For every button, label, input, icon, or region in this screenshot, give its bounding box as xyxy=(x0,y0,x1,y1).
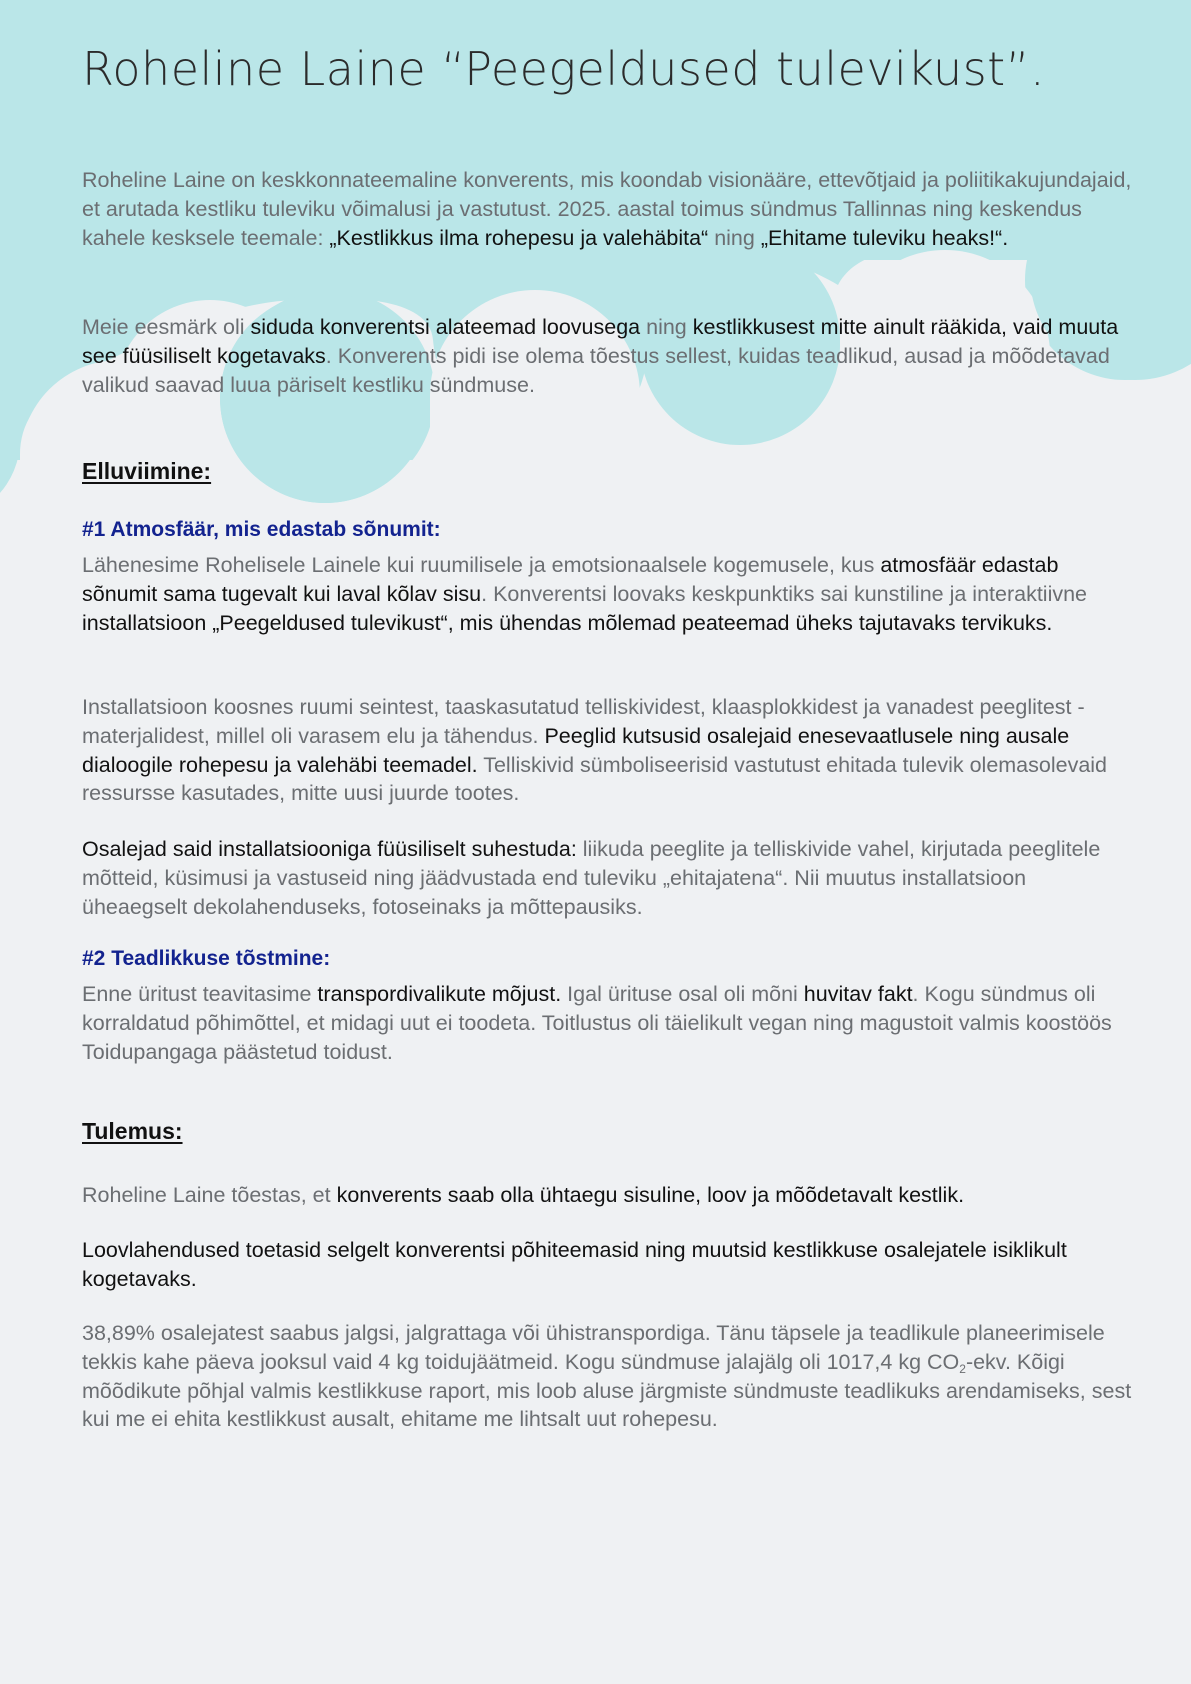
atmosphere-paragraph-1: Lähenesime Rohelisele Lainele kui ruumilisele ja emotsionaalsele kogemusele, kus atmosfäär edastab sõnumit sama tugevalt kui laval kõlav sisu. Konverentsi loovaks keskpunktiks sai kunstiline ja interaktiivne installatsioon „Peegeldused tulevikust“, mis ühendas mõlemad peateemad üheks tajutavaks tervikuks. xyxy=(82,553,1088,635)
result-paragraph-1: Roheline Laine tõestas, et konverents saab olla ühtaegu sisuline, loov ja mõõdetavalt kestlik. xyxy=(82,1183,965,1207)
emphasis-text: Osalejad said installatsiooniga füüsiliselt suhestuda: xyxy=(82,837,577,861)
intro-paragraph-2: Meie eesmärk oli siduda konverentsi alateemad loovusega ning kestlikkusest mitte ainult rääkida, vaid muuta see füüsiliselt kogetavaks. Konverents pidi ise olema tõestus sellest, kuidas teadlikud, ausad ja mõõdetavad valikud saavad luua päriselt kestliku sündmuse. xyxy=(82,315,1119,397)
atmosphere-paragraph-3: Osalejad said installatsiooniga füüsiliselt suhestuda: liikuda peeglite ja telliskivide vahel, kirjutada peeglitele mõtteid, küsimusi ja vastuseid ning jäädvustada end tuleviku „ehitajatena“. Nii muutus installatsioon üheaegselt dekolahenduseks, fotoseinaks ja mõttepausiks. xyxy=(82,837,1101,919)
emphasis-text: installatsioon „Peegeldused tulevikust“, mis ühendas mõlemad peateemad üheks tajutavaks tervikuks. xyxy=(82,610,1053,635)
intro-paragraph-1: Roheline Laine on keskkonnateemaline konverents, mis koondab visionääre, ettevõtjaid ja poliitikakujundajaid, et arutada kestliku tuleviku võimalusi ja vastutust. 2025. aastal toimus sündmus Tallinnas ning keskendus kahele kesksele teemale: „Kestlikkus ilma rohepesu ja valehäbita“ ning „Ehitame tuleviku heaks!“. xyxy=(82,168,1132,250)
subsection-heading-awareness: #2 Teadlikkuse tõstmine: xyxy=(82,947,331,970)
subsection-heading-atmosphere: #1 Atmosfäär, mis edastab sõnumit: xyxy=(82,518,441,541)
awareness-paragraph: Enne üritust teavitasime transpordivalikute mõjust. Igal ürituse osal oli mõni huvitav fakt. Kogu sündmus oli korraldatud põhimõttel, et midagi uut ei toodeta. Toitlustus oli täielikult vegan ning magustoit valmis koostöös Toidupangaga päästetud toidust. xyxy=(82,982,1112,1064)
emphasis-text: atmosfäär edastab sõnumit sama tugevalt kui laval kõlav sisu xyxy=(82,553,1059,606)
result-paragraph-2 xyxy=(82,1236,1132,1294)
emphasis-text: „Ehitame tuleviku heaks!“. xyxy=(760,225,1009,250)
atmosphere-paragraph-2: Installatsioon koosnes ruumi seintest, taaskasutatud telliskividest, klaasplokkidest ja vanadest peeglitest - materjalidest, millel oli varasem elu ja tähendus. Peeglid kutsusid osalejaid enesevaatlusele ning ausale dialoogile rohepesu ja valehäbi teemadel. Telliskivid sümboliseerisid vastutust ehitada tulevik olemasolevaid ressursse kasutades, mitte uusi juurde tootes. xyxy=(82,695,1108,806)
section-heading-implementation: Elluviimine: xyxy=(82,458,212,484)
emphasis-text: Loovlahendused toetasid selgelt konverentsi põhiteemasid ning muutsid kestlikkuse osalejatele isiklikult kogetavaks. xyxy=(82,1238,1067,1291)
emphasis-text: huvitav fakt xyxy=(803,982,913,1006)
emphasis-text: kestlikkusest mitte ainult rääkida, vaid muuta see füüsiliselt kogetavaks xyxy=(82,315,1119,368)
result-paragraph-3: 38,89% osalejatest saabus jalgsi, jalgrattaga või ühistranspordiga. Tänu täpsele ja teadlikule planeerimisele tekkis kahe päeva jooksul vaid 4 kg toidujäätmeid. Kogu sündmuse jalajälg oli 1017,4 kg $CO_2$-ekv. Kõigi mõõdikute põhjal valmis kestlikkuse raport, mis loob aluse järgmiste sündmuste teadlikuks arendamiseks, sest kui me ei ehita kestlikkust ausalt, ehitame me lihtsalt uut rohepesu. xyxy=(82,1321,1132,1432)
emphasis-text: transpordivalikute mõjust. xyxy=(317,982,562,1006)
emphasis-text: siduda konverentsi alateemad loovusega xyxy=(250,315,641,339)
page-title: Roheline Laine “Peegeldused tulevikust”. xyxy=(82,42,1046,96)
emphasis-text: „Kestlikkus ilma rohepesu ja valehäbita“ xyxy=(329,225,709,250)
emphasis-text: Peeglid kutsusid osalejaid enesevaatlusele ning ausale dialoogile rohepesu ja valehäbi teemadel. xyxy=(82,723,1070,777)
emphasis-text: konverents saab olla ühtaegu sisuline, loov ja mõõdetavalt kestlik. xyxy=(336,1183,965,1207)
wave-mid-lower xyxy=(430,395,640,560)
subscript: 2 xyxy=(959,1361,966,1376)
section-heading-result: Tulemus: xyxy=(82,1118,183,1144)
